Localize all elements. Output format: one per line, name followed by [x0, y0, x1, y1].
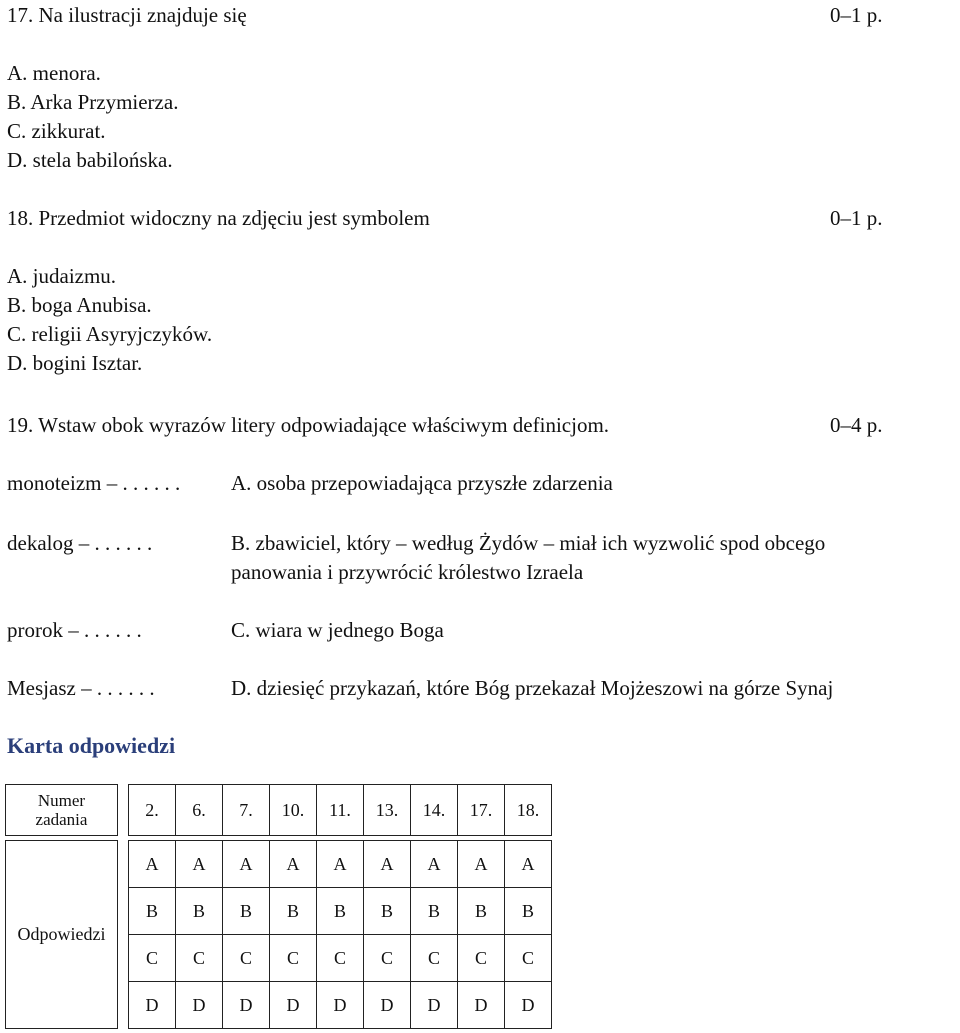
answer-option[interactable]: C: [223, 935, 270, 982]
definition-b-continued: panowania i przywrócić królestwo Izraela: [231, 560, 584, 584]
question-19: 19. Wstaw obok wyrazów litery odpowiadające właściwym definicjom.: [7, 413, 610, 437]
task-number: 18.: [505, 785, 552, 836]
answer-option[interactable]: A: [223, 841, 270, 888]
q17-option-d: D. stela babilońska.: [7, 148, 173, 172]
answer-option[interactable]: B: [270, 888, 317, 935]
term-mesjasz: Mesjasz – . . . . . .: [7, 676, 155, 700]
q17-option-b: B. Arka Przymierza.: [7, 90, 179, 114]
answer-option[interactable]: A: [411, 841, 458, 888]
definition-c: C. wiara w jednego Boga: [231, 618, 444, 642]
answer-option[interactable]: C: [270, 935, 317, 982]
answer-row-a: [6, 841, 552, 888]
answer-option[interactable]: C: [505, 935, 552, 982]
task-number: 17.: [458, 785, 505, 836]
task-number: 14.: [411, 785, 458, 836]
answer-card-title: Karta odpowiedzi: [7, 733, 176, 758]
term-dekalog: dekalog – . . . . . .: [7, 531, 153, 555]
answer-option[interactable]: B: [505, 888, 552, 935]
definition-a: A. osoba przepowiadająca przyszłe zdarzenia: [231, 471, 613, 495]
answer-option[interactable]: C: [129, 935, 176, 982]
answer-card-table: [5, 784, 552, 1029]
answer-option[interactable]: B: [129, 888, 176, 935]
answer-option[interactable]: D: [317, 982, 364, 1029]
question-18: 18. Przedmiot widoczny na zdjęciu jest symbolem: [7, 206, 430, 230]
answer-option[interactable]: A: [129, 841, 176, 888]
answer-option[interactable]: D: [176, 982, 223, 1029]
q17-option-a: A. menora.: [7, 61, 101, 85]
q18-option-a: A. judaizmu.: [7, 264, 117, 288]
answer-option[interactable]: A: [176, 841, 223, 888]
answer-option[interactable]: C: [317, 935, 364, 982]
task-number: 2.: [129, 785, 176, 836]
task-number-label-line1: Numer: [37, 791, 86, 810]
definition-d: D. dziesięć przykazań, które Bóg przekazał Mojżeszowi na górze Synaj: [231, 676, 834, 700]
question-17-points: 0–1 p.: [830, 3, 883, 27]
answer-option[interactable]: A: [270, 841, 317, 888]
term-monoteizm: monoteizm – . . . . . .: [7, 471, 181, 495]
task-number: 10.: [270, 785, 317, 836]
answer-option[interactable]: D: [270, 982, 317, 1029]
q18-option-b: B. boga Anubisa.: [7, 293, 152, 317]
task-number: 11.: [317, 785, 364, 836]
answer-option[interactable]: B: [176, 888, 223, 935]
answer-option[interactable]: D: [505, 982, 552, 1029]
task-number-label-line2: zadania: [35, 810, 88, 829]
question-17: 17. Na ilustracji znajduje się: [7, 3, 247, 27]
answer-option[interactable]: D: [364, 982, 411, 1029]
question-19-points: 0–4 p.: [830, 413, 883, 437]
q18-option-d: D. bogini Isztar.: [7, 351, 143, 375]
answer-option[interactable]: D: [458, 982, 505, 1029]
task-number: 7.: [223, 785, 270, 836]
answer-option[interactable]: C: [458, 935, 505, 982]
term-prorok: prorok – . . . . . .: [7, 618, 142, 642]
answer-option[interactable]: C: [411, 935, 458, 982]
answer-option[interactable]: D: [411, 982, 458, 1029]
answer-option[interactable]: C: [364, 935, 411, 982]
task-number: 6.: [176, 785, 223, 836]
answer-option[interactable]: A: [505, 841, 552, 888]
q17-option-c: C. zikkurat.: [7, 119, 106, 143]
answer-option[interactable]: B: [458, 888, 505, 935]
answer-option[interactable]: B: [223, 888, 270, 935]
task-number-row: [6, 785, 552, 836]
answer-option[interactable]: D: [129, 982, 176, 1029]
answer-option[interactable]: B: [411, 888, 458, 935]
task-number: 13.: [364, 785, 411, 836]
definition-b: B. zbawiciel, który – według Żydów – miał ich wyzwolić spod obcego: [231, 531, 826, 555]
answer-option[interactable]: B: [317, 888, 364, 935]
question-18-points: 0–1 p.: [830, 206, 883, 230]
answer-option[interactable]: A: [364, 841, 411, 888]
answers-label: Odpowiedzi: [6, 841, 118, 1029]
answer-option[interactable]: B: [364, 888, 411, 935]
q18-option-c: C. religii Asyryjczyków.: [7, 322, 213, 346]
answer-option[interactable]: D: [223, 982, 270, 1029]
answer-option[interactable]: C: [176, 935, 223, 982]
task-number-label: [6, 785, 118, 836]
answer-option[interactable]: A: [458, 841, 505, 888]
answer-option[interactable]: A: [317, 841, 364, 888]
